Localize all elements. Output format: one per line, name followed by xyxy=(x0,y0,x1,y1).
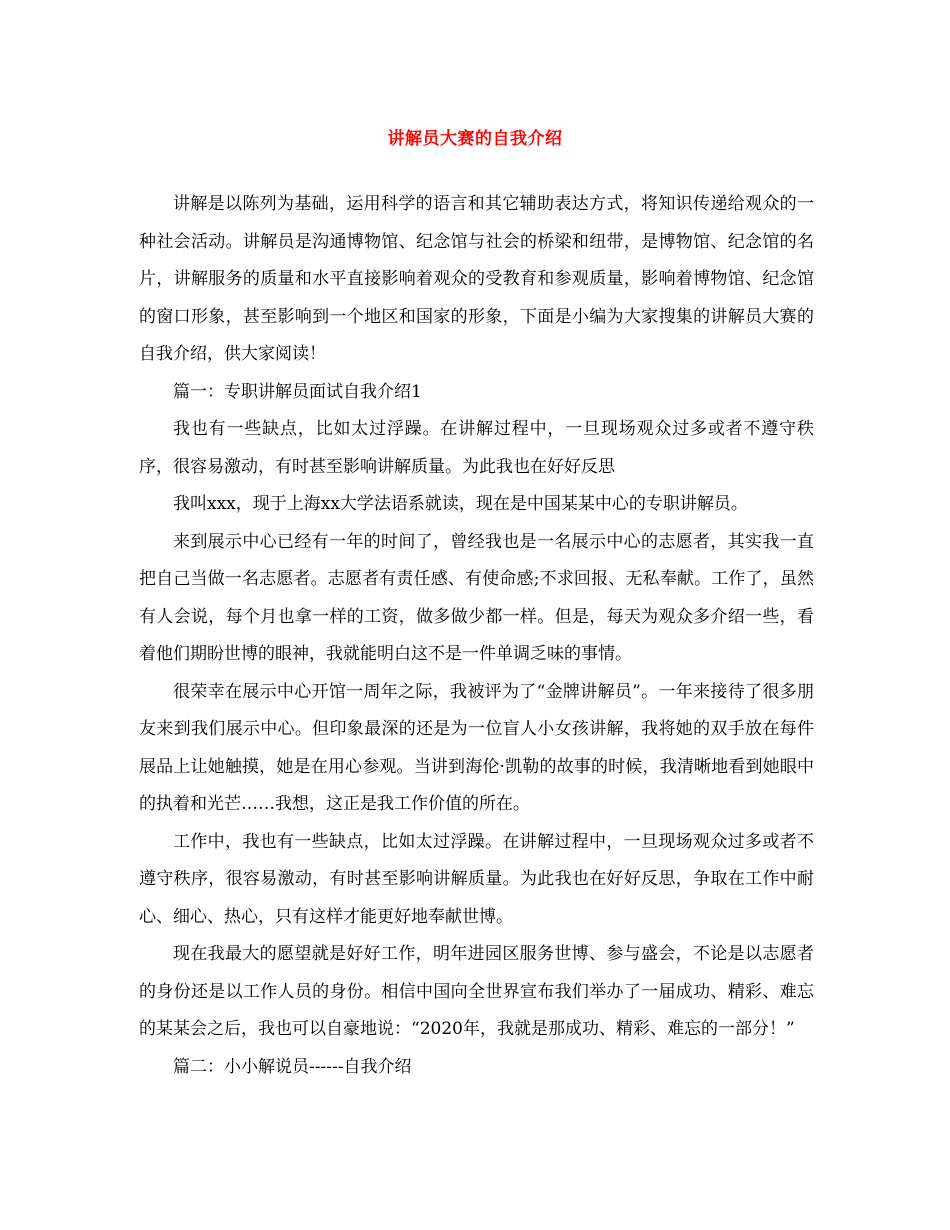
section-heading-1: 篇一：专职讲解员面试自我介绍1 xyxy=(173,381,422,402)
body-paragraph: 我叫xxx，现于上海xx大学法语系就读，现在是中国某某中心的专职讲解员。 xyxy=(173,494,748,514)
document-body xyxy=(139,186,814,1086)
body-paragraph: 我也有一些缺点，比如太过浮躁。在讲解过程中，一旦现场观众过多或者不遵守秩序，很容易激动，有时甚至影响讲解质量。为此我也在好好反思 xyxy=(139,419,814,477)
body-paragraph: 工作中，我也有一些缺点，比如太过浮躁。在讲解过程中，一旦现场观众过多或者不遵守秩序，很容易激动，有时甚至影响讲解质量。为此我也在好好反思，争取在工作中耐心、细心、热心，只有这样才能更好地奉献世博。 xyxy=(139,831,814,927)
body-paragraph: 很荣幸在展示中心开馆一周年之际，我被评为了“金牌讲解员”。一年来接待了很多朋友来到我们展示中心。但印象最深的还是为一位盲人小女孩讲解，我将她的双手放在每件展品上让她触摸，她是在用心参观。当讲到海伦·凯勒的故事的时候，我清晰地看到她眼中的执着和光芒……我想，这正是我工作价值的所在。 xyxy=(139,681,814,814)
section-heading-2: 篇二：小小解说员------自我介绍 xyxy=(173,1056,412,1077)
body-paragraph: 来到展示中心已经有一年的时间了，曾经我也是一名展示中心的志愿者，其实我一直把自己当做一名志愿者。志愿者有责任感、有使命感;不求回报、无私奉献。工作了，虽然有人会说，每个月也拿一样的工资，做多做少都一样。但是，每天为观众多介绍一些，看着他们期盼世博的眼神，我就能明白这不是一件单调乏味的事情。 xyxy=(139,531,814,664)
body-paragraph: 现在我最大的愿望就是好好工作，明年进园区服务世博、参与盛会，不论是以志愿者的身份还是以工作人员的身份。相信中国向全世界宣布我们举办了一届成功、精彩、难忘的某某会之后，我也可以自豪地说：“2020年，我就是那成功、精彩、难忘的一部分！” xyxy=(139,944,814,1039)
document-title: 讲解员大赛的自我介绍 xyxy=(387,129,563,149)
intro-paragraph: 讲解是以陈列为基础，运用科学的语言和其它辅助表达方式，将知识传递给观众的一种社会活动。讲解员是沟通博物馆、纪念馆与社会的桥梁和纽带，是博物馆、纪念馆的名片，讲解服务的质量和水平直接影响着观众的受教育和参观质量，影响着博物馆、纪念馆的窗口形象，甚至影响到一个地区和国家的形象，下面是小编为大家搜集的讲解员大赛的自我介绍，供大家阅读！ xyxy=(139,194,814,364)
